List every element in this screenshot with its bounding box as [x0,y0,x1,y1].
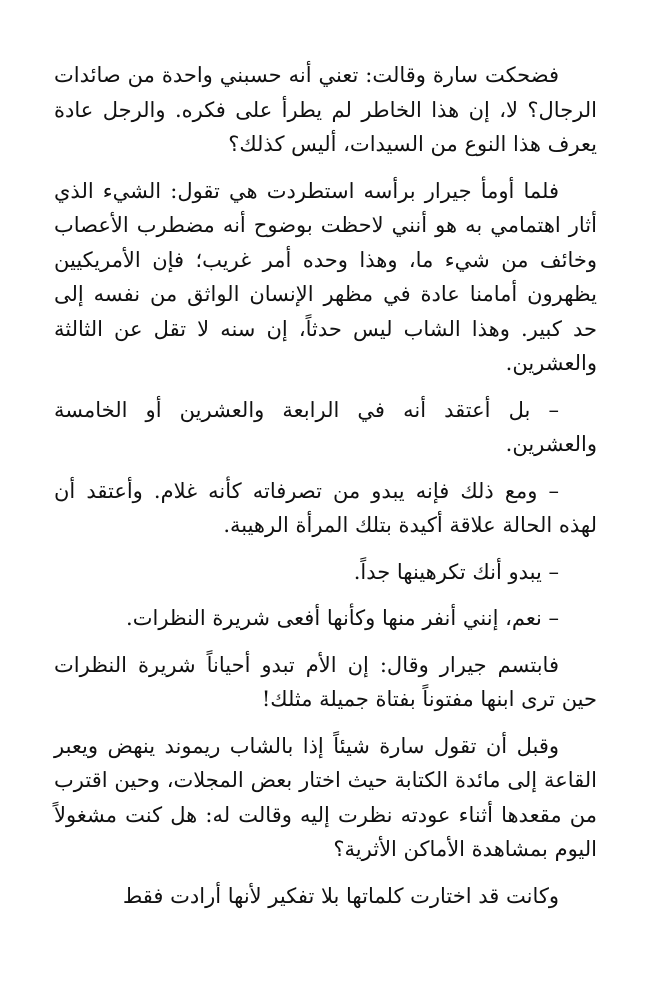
paragraph-5: – يبدو أنك تكرهينها جداً. [353,559,559,584]
paragraph-1: فضحكت سارة وقالت: تعني أنه حسبني واحدة من صائدات الرجال؟ لا، إن هذا الخاطر لم يطرأ على فكره. والرجل عادة يعرف هذا النوع من السيدات، أليس كذلك؟ [54,63,597,156]
paragraph-2: فلما أومأ جيرار برأسه استطردت هي تقول: الشيء الذي أثار اهتمامي به هو أنني لاحظت بوضوح أنه مضطرب الأعصاب وخائف من شيء ما، وهذا وحده أمر غريب؛ فإن الأمريكيين يظهرون أمامنا عادة في مظهر الإنسان الواثق من نفسه إلى حد كبير. وهذا الشاب ليس حدثاً، إن سنه لا تقل عن الثالثة والعشرين. [54,178,597,375]
paragraph-4: – ومع ذلك فإنه يبدو من تصرفاته كأنه غلام. وأعتقد أن لهذه الحالة علاقة أكيدة بتلك المرأة الرهيبة. [54,478,597,537]
paragraph-6: – نعم، إنني أنفر منها وكأنها أفعى شريرة النظرات. [126,606,559,630]
paragraph-3: – بل أعتقد أنه في الرابعة والعشرين أو الخامسة والعشرين. [54,397,597,456]
paragraph-7: فابتسم جيرار وقال: إن الأم تبدو أحياناً شريرة النظرات حين ترى ابنها مفتوناً بفتاة جميلة مثلك! [54,652,597,711]
paragraph-8: وقبل أن تقول سارة شيئاً إذا بالشاب ريموند ينهض ويعبر القاعة إلى مائدة الكتابة حيث اختار بعض المجلات، وحين اقترب من مقعدها أثناء عودته نظرت إليه وقالت له: هل كنت مشغولاً اليوم بمشاهدة الأماكن الأثرية؟ [54,733,597,861]
paragraph-9: وكانت قد اختارت كلماتها بلا تفكير لأنها أرادت فقط [122,883,559,908]
